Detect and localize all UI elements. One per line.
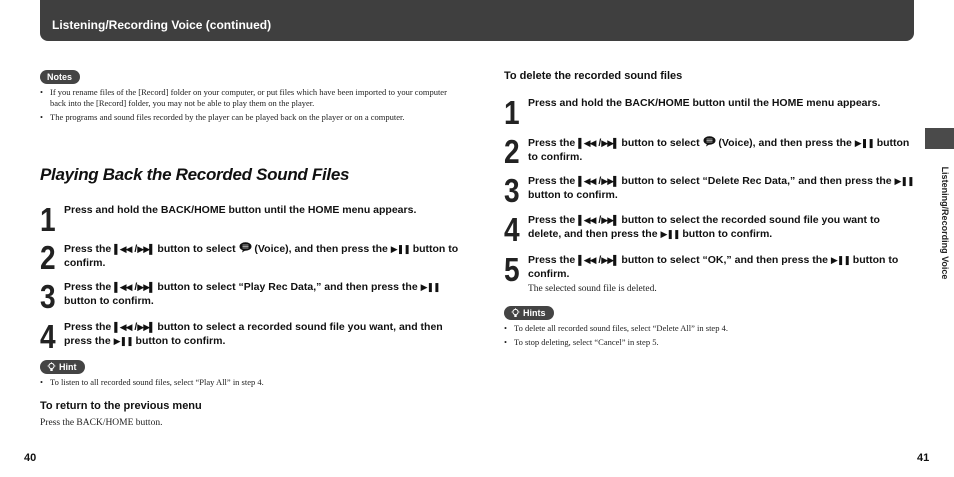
step-text-fragment: button to select “OK,” and then press the	[618, 254, 831, 266]
step-text-fragment: button to confirm.	[64, 294, 154, 307]
step-number: 3	[504, 172, 520, 209]
step-text-fragment: /	[595, 175, 602, 187]
next-track-icon: ▶▶▌	[601, 176, 619, 186]
step-text	[64, 281, 460, 308]
step-text-fragment: Press and hold the BACK/HOME button until the HOME menu appears.	[64, 204, 417, 216]
step-text	[528, 254, 916, 281]
step-number: 1	[40, 201, 56, 238]
step-text-fragment: button to select	[618, 137, 703, 149]
step-number: 1	[504, 94, 520, 131]
step-text	[64, 321, 460, 348]
step-text	[528, 175, 916, 202]
hints-badge	[504, 306, 554, 320]
step-text-fragment: button to select “Delete Rec Data,” and then press the	[618, 175, 895, 187]
step-text-fragment: /	[131, 281, 138, 293]
step-text	[528, 214, 916, 241]
hint-item: • To listen to all recorded sound files, select “Play All” in step 4.	[40, 377, 450, 388]
step-number: 5	[504, 251, 520, 288]
side-tab	[925, 128, 954, 149]
previous-track-icon: ▌◀◀	[578, 176, 596, 186]
step-text-fragment: button to confirm.	[528, 137, 910, 163]
step-text	[528, 97, 880, 111]
step-number: 2	[504, 133, 520, 170]
hint-badge	[40, 360, 85, 374]
hint-label: Hint	[59, 362, 77, 372]
step-text	[64, 242, 460, 270]
play-pause-icon: ▶❚❚	[660, 228, 680, 239]
play-pause-icon: ▶❚❚	[113, 335, 133, 346]
step-text-fragment: /	[131, 321, 138, 333]
page-number-right: 41	[917, 452, 930, 464]
side-label-text: Listening/Recording Voice	[940, 166, 950, 280]
return-title: To return to the previous menu	[40, 400, 202, 412]
header-title: Listening/Recording Voice (continued)	[52, 18, 272, 32]
notes-list	[40, 87, 450, 126]
step-text-fragment: Press the	[528, 175, 579, 187]
note-item: • The programs and sound files recorded by the player can be played back on the player or on a computer.	[40, 112, 450, 123]
next-track-icon: ▶▶▌	[601, 138, 619, 148]
voice-speech-bubble-icon	[239, 242, 252, 253]
next-track-icon: ▶▶▌	[137, 282, 155, 292]
hints-list	[504, 323, 914, 351]
next-track-icon: ▶▶▌	[137, 322, 155, 332]
play-pause-icon: ▶❚❚	[420, 282, 440, 292]
step-text-fragment: button to select “Play Rec Data,” and then press the	[154, 281, 421, 293]
step-text-fragment: Press the	[64, 243, 115, 255]
step-number: 4	[40, 318, 56, 355]
step-text-fragment: Press the	[64, 321, 115, 333]
delete-title: To delete the recorded sound files	[504, 70, 683, 82]
step-text-fragment: Press the	[528, 137, 579, 149]
step-text-fragment: Press and hold the BACK/HOME button until the HOME menu appears.	[528, 97, 881, 109]
next-track-icon: ▶▶▌	[137, 244, 155, 254]
hint-item: • To delete all recorded sound files, select “Delete All” in step 4.	[504, 323, 914, 334]
previous-track-icon: ▌◀◀	[578, 215, 596, 225]
step-text-fragment: button to select the recorded sound file you want to delete, and then press the	[528, 214, 880, 240]
step-text-fragment: /	[595, 214, 602, 226]
step-text-fragment: button to confirm.	[64, 243, 459, 269]
previous-track-icon: ▌◀◀	[114, 322, 132, 332]
step-text	[528, 136, 916, 164]
hints-label: Hints	[523, 308, 546, 318]
lightbulb-hint-icon	[47, 362, 56, 372]
header-bar	[40, 0, 914, 41]
step-text-fragment: button to select	[154, 243, 239, 255]
return-text: Press the BACK/HOME button.	[40, 418, 163, 428]
play-pause-icon: ▶❚❚	[894, 176, 914, 186]
step-text-fragment: Press the	[528, 254, 579, 266]
step-text-fragment: button to confirm.	[528, 254, 899, 280]
page-number-left: 40	[24, 452, 37, 464]
step-text-fragment: button to confirm.	[132, 334, 226, 347]
notes-label: Notes	[47, 72, 73, 82]
hint-item: • To stop deleting, select “Cancel” in step 5.	[504, 337, 914, 348]
step-text-fragment: Press the	[528, 214, 579, 226]
side-label	[938, 160, 952, 290]
note-item: • If you rename files of the [Record] folder on your computer, or put files which have been imported to your computer back into the [Record] folder, you may not be able to play them on the player.	[40, 87, 450, 109]
step-number: 4	[504, 211, 520, 248]
notes-badge	[40, 70, 80, 84]
play-pause-icon: ▶❚❚	[390, 244, 410, 254]
deleted-text: The selected sound file is deleted.	[528, 284, 657, 294]
voice-speech-bubble-icon	[703, 136, 716, 147]
next-track-icon: ▶▶▌	[601, 215, 619, 225]
previous-track-icon: ▌◀◀	[578, 255, 596, 265]
play-pause-icon: ▶❚❚	[854, 138, 874, 148]
step-text-fragment: button to confirm.	[679, 227, 773, 240]
step-text-fragment: /	[595, 137, 602, 149]
play-pause-icon: ▶❚❚	[830, 255, 850, 265]
previous-track-icon: ▌◀◀	[114, 282, 132, 292]
step-text-fragment: button to select a recorded sound file you want, and then press the	[64, 321, 443, 347]
step-number: 2	[40, 239, 56, 276]
hint-list	[40, 377, 450, 391]
step-text-fragment: /	[595, 254, 602, 266]
section-title: Playing Back the Recorded Sound Files	[40, 165, 350, 184]
step-text-fragment: /	[131, 243, 138, 255]
previous-track-icon: ▌◀◀	[578, 138, 596, 148]
previous-track-icon: ▌◀◀	[114, 244, 132, 254]
next-track-icon: ▶▶▌	[601, 255, 619, 265]
step-text-fragment: (Voice), and then press the	[715, 137, 855, 149]
step-text-fragment: button to confirm.	[528, 188, 618, 201]
step-text-fragment: Press the	[64, 281, 115, 293]
lightbulb-hint-icon	[511, 308, 520, 318]
step-text	[64, 204, 416, 218]
step-number: 3	[40, 278, 56, 315]
step-text-fragment: (Voice), and then press the	[251, 243, 391, 255]
